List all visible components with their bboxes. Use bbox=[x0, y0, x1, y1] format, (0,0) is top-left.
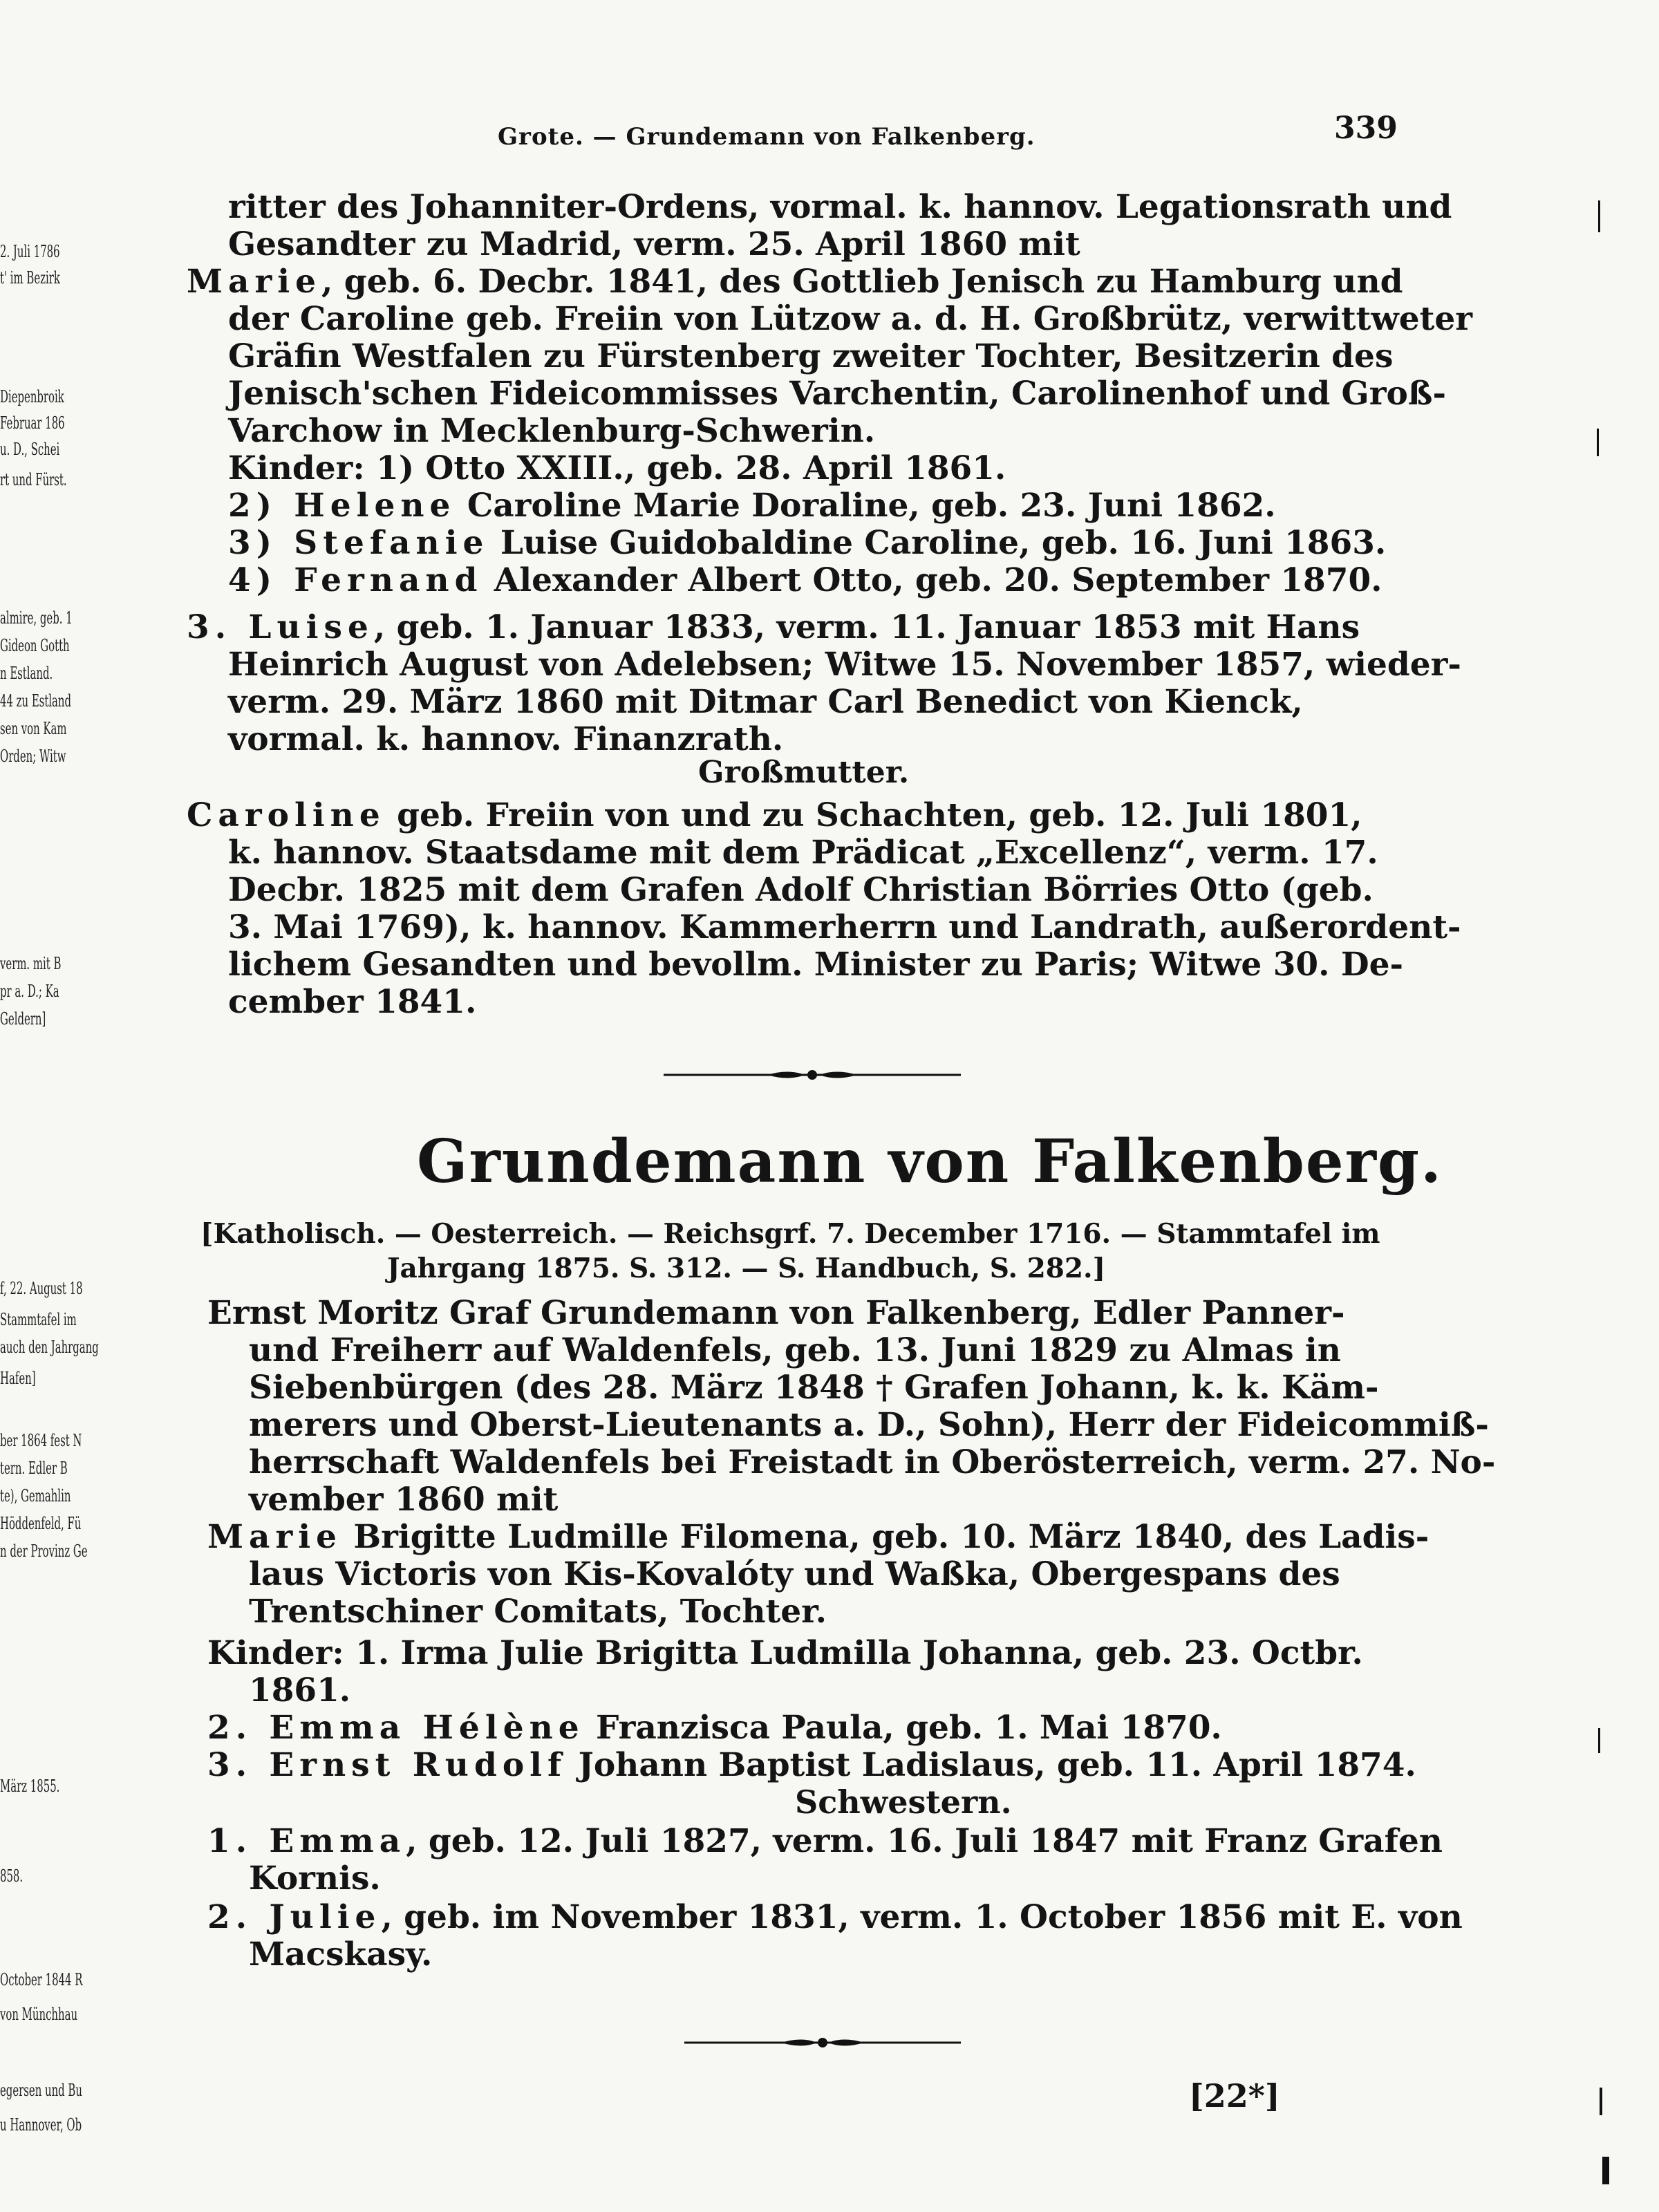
text-line bbox=[249, 1593, 827, 1631]
line-text: , geb. 1. Januar 1833, verm. 11. Januar 1853 mit Hans bbox=[373, 608, 1360, 646]
bleed-through-line: egersen und Bu bbox=[0, 2081, 82, 2100]
text-line bbox=[249, 1369, 1379, 1407]
line-text: [Katholisch. — Oesterreich. — Reichsgrf. 7. December 1716. — Stammtafel im bbox=[200, 1218, 1380, 1250]
line-text: Caroline Marie Doraline, geb. 23. Juni 1862. bbox=[456, 487, 1276, 525]
line-text: Franzisca Paula, geb. 1. Mai 1870. bbox=[584, 1709, 1222, 1747]
scan-edge-mark bbox=[1597, 429, 1599, 456]
text-line bbox=[228, 225, 1080, 264]
text-line bbox=[228, 412, 875, 451]
bleed-through-line: tern. Edler B bbox=[0, 1459, 68, 1478]
text-line bbox=[228, 561, 1382, 600]
text-line bbox=[228, 683, 1303, 722]
text-line bbox=[228, 300, 1472, 339]
bleed-through-line: Orden; Witw bbox=[0, 747, 66, 766]
scan-edge-mark bbox=[1598, 1728, 1600, 1753]
bleed-through-line: verm. mit B bbox=[0, 954, 62, 973]
bleed-through-line: von Münchhau bbox=[0, 2005, 78, 2024]
text-line bbox=[387, 1251, 1105, 1286]
line-text: und Freiherr auf Waldenfels, geb. 13. Juni 1829 zu Almas in bbox=[249, 1331, 1341, 1369]
line-text: Alexander Albert Otto, geb. 20. September 1870. bbox=[482, 561, 1382, 599]
ornament-divider-bottom bbox=[684, 2031, 961, 2054]
schwestern-heading: Schwestern. bbox=[795, 1783, 1012, 1821]
text-line bbox=[228, 524, 1386, 563]
line-text: lichem Gesandten und bevollm. Minister zu Paris; Witwe 30. De- bbox=[228, 946, 1403, 984]
spaced-name: 2) Helene bbox=[228, 487, 456, 525]
text-line bbox=[249, 1331, 1341, 1370]
text-line bbox=[249, 1406, 1489, 1445]
text-line bbox=[228, 449, 1006, 488]
line-text: herrschaft Waldenfels bei Freistadt in Oberösterreich, verm. 27. No- bbox=[249, 1443, 1496, 1481]
bleed-through-line: October 1844 R bbox=[0, 1970, 83, 1989]
text-line bbox=[228, 646, 1461, 684]
text-line bbox=[207, 1709, 1222, 1747]
line-text: geb. Freiin von und zu Schachten, geb. 12. Juli 1801, bbox=[385, 796, 1362, 834]
spaced-name: 4) Fernand bbox=[228, 561, 483, 599]
line-text: Decbr. 1825 mit dem Grafen Adolf Christian Börries Otto (geb. bbox=[228, 871, 1374, 909]
line-text: vember 1860 mit bbox=[249, 1481, 559, 1519]
ornament-divider bbox=[664, 1063, 961, 1087]
text-line bbox=[207, 1294, 1345, 1333]
grossmutter-heading: Großmutter. bbox=[698, 755, 910, 790]
line-text: Jenisch'schen Fideicommisses Varchentin, Carolinenhof und Groß- bbox=[228, 375, 1447, 413]
bleed-through-line: almire, geb. 1 bbox=[0, 608, 73, 628]
text-line bbox=[228, 188, 1452, 227]
text-line bbox=[207, 1634, 1363, 1673]
spaced-name: 2. Emma Hélène bbox=[207, 1709, 585, 1747]
page-number: 339 bbox=[1334, 111, 1398, 146]
line-text: Jahrgang 1875. S. 312. — S. Handbuch, S. 282.] bbox=[387, 1253, 1106, 1284]
running-head: Grote. — Grundemann von Falkenberg. bbox=[498, 123, 1035, 151]
line-text: Gesandter zu Madrid, verm. 25. April 1860 mit bbox=[228, 225, 1080, 263]
text-line bbox=[187, 608, 1360, 647]
text-line bbox=[249, 1671, 350, 1710]
line-text: , geb. 12. Juli 1827, verm. 16. Juli 1847 mit Franz Grafen bbox=[406, 1822, 1443, 1860]
line-text: Brigitte Ludmille Filomena, geb. 10. März 1840, des Ladis- bbox=[342, 1518, 1430, 1556]
line-text: 3. Mai 1769), k. hannov. Kammerherrn und Landrath, außerordent- bbox=[228, 908, 1461, 946]
bleed-through-line: 44 zu Estland bbox=[0, 691, 72, 711]
bleed-through-line: te), Gemahlin bbox=[0, 1486, 71, 1506]
spaced-name: 3. Ernst Rudolf bbox=[207, 1746, 568, 1784]
text-line bbox=[228, 946, 1403, 984]
spaced-name: Caroline bbox=[187, 796, 386, 834]
line-text: Ernst Moritz Graf Grundemann von Falkenberg, Edler Panner- bbox=[207, 1294, 1345, 1332]
line-text: Trentschiner Comitats, Tochter. bbox=[249, 1593, 827, 1631]
text-line bbox=[187, 796, 1362, 835]
bleed-through-line: Februar 186 bbox=[0, 413, 65, 433]
text-line bbox=[228, 834, 1378, 872]
line-text: vormal. k. hannov. Finanzrath. bbox=[228, 720, 784, 758]
spaced-name: Marie bbox=[207, 1518, 342, 1556]
spaced-name: 1. Emma bbox=[207, 1822, 406, 1860]
text-line bbox=[207, 1518, 1429, 1557]
bleed-through-line: n der Provinz Ge bbox=[0, 1541, 88, 1561]
text-line bbox=[187, 263, 1403, 301]
bleed-through-line: n Estland. bbox=[0, 664, 53, 683]
bleed-through-line: 858. bbox=[0, 1866, 24, 1886]
bleed-through-line: Geldern] bbox=[0, 1009, 46, 1029]
text-line bbox=[228, 487, 1276, 525]
text-line bbox=[249, 1481, 558, 1519]
line-text: Siebenbürgen (des 28. März 1848 † Grafen Johann, k. k. Käm- bbox=[249, 1369, 1379, 1407]
bleed-through-line: f, 22. August 18 bbox=[0, 1279, 83, 1298]
text-line bbox=[228, 908, 1461, 947]
line-text: 1861. bbox=[249, 1671, 351, 1709]
line-text: ritter des Johanniter-Ordens, vormal. k. hannov. Legationsrath und bbox=[228, 188, 1452, 226]
line-text: Luise Guidobaldine Caroline, geb. 16. Juni 1863. bbox=[489, 524, 1387, 562]
text-line bbox=[200, 1217, 1380, 1251]
text-line bbox=[249, 1443, 1495, 1482]
line-text: , geb. 6. Decbr. 1841, des Gottlieb Jenisch zu Hamburg und bbox=[321, 263, 1403, 301]
scan-edge-mark bbox=[1598, 200, 1600, 232]
line-text: merers und Oberst-Lieutenants a. D., Sohn), Herr der Fideicommiß- bbox=[249, 1406, 1489, 1444]
bleed-through-line: auch den Jahrgang bbox=[0, 1338, 99, 1357]
line-text: Kornis. bbox=[249, 1859, 381, 1897]
bleed-through-line: Hafen] bbox=[0, 1369, 36, 1388]
bleed-through-line: pr a. D.; Ka bbox=[0, 982, 59, 1001]
spaced-name: 3) Stefanie bbox=[228, 524, 489, 562]
spaced-name: Marie bbox=[187, 263, 321, 301]
text-line bbox=[228, 720, 783, 759]
text-line bbox=[228, 871, 1374, 910]
scan-edge-mark bbox=[1600, 2088, 1602, 2115]
spaced-name: 2. Julie bbox=[207, 1898, 382, 1936]
bleed-through-line: März 1855. bbox=[0, 1777, 60, 1796]
line-text: cember 1841. bbox=[228, 983, 477, 1021]
bleed-through-line: ber 1864 fest N bbox=[0, 1431, 82, 1450]
bleed-through-line: u Hannover, Ob bbox=[0, 2115, 82, 2135]
bleed-through-line: t' im Bezirk bbox=[0, 268, 60, 288]
line-text: k. hannov. Staatsdame mit dem Prädicat „Excellenz“, verm. 17. bbox=[228, 834, 1378, 872]
left-margin-bleed-through bbox=[0, 0, 104, 2212]
bleed-through-line: Gideon Gotth bbox=[0, 636, 70, 655]
spaced-name: 3. Luise bbox=[187, 608, 374, 646]
bleed-through-line: 2. Juli 1786 bbox=[0, 242, 60, 261]
line-text: Heinrich August von Adelebsen; Witwe 15. November 1857, wieder- bbox=[228, 646, 1461, 684]
text-line bbox=[228, 337, 1393, 376]
text-line bbox=[228, 375, 1446, 413]
bleed-through-line: Diepenbroik bbox=[0, 387, 64, 406]
line-text: Johann Baptist Ladislaus, geb. 11. April 1874. bbox=[567, 1746, 1416, 1784]
text-line bbox=[228, 983, 476, 1022]
section-title: Grundemann von Falkenberg. bbox=[417, 1127, 1443, 1197]
text-line bbox=[207, 1822, 1443, 1861]
text-line bbox=[249, 1555, 1340, 1594]
text-line bbox=[249, 1936, 432, 1974]
bleed-through-line: Höddenfeld, Fü bbox=[0, 1514, 82, 1533]
line-text: Kinder: 1) Otto XXIII., geb. 28. April 1861. bbox=[228, 449, 1006, 487]
line-text: , geb. im November 1831, verm. 1. October 1856 mit E. von bbox=[381, 1898, 1463, 1936]
line-text: verm. 29. März 1860 mit Ditmar Carl Benedict von Kienck, bbox=[228, 683, 1303, 721]
scan-edge-mark bbox=[1602, 2157, 1609, 2184]
line-text: der Caroline geb. Freiin von Lützow a. d. H. Großbrütz, verwittweter bbox=[228, 300, 1473, 338]
line-text: laus Victoris von Kis-Kovalóty und Waßka, Obergespans des bbox=[249, 1555, 1340, 1593]
line-text: Gräfin Westfalen zu Fürstenberg zweiter Tochter, Besitzerin des bbox=[228, 337, 1394, 375]
line-text: Kinder: 1. Irma Julie Brigitta Ludmilla Johanna, geb. 23. Octbr. bbox=[207, 1634, 1363, 1672]
line-text: Macskasy. bbox=[249, 1936, 433, 1974]
bleed-through-line: u. D., Schei bbox=[0, 440, 60, 459]
line-text: Varchow in Mecklenburg-Schwerin. bbox=[228, 412, 876, 450]
signature-mark: [22*] bbox=[1189, 2077, 1280, 2115]
bleed-through-line: Stammtafel im bbox=[0, 1310, 77, 1329]
text-line bbox=[207, 1746, 1416, 1785]
text-line bbox=[207, 1898, 1463, 1937]
text-line bbox=[249, 1859, 381, 1898]
bleed-through-line: rt und Fürst. bbox=[0, 470, 67, 489]
bleed-through-line: sen von Kam bbox=[0, 719, 67, 738]
